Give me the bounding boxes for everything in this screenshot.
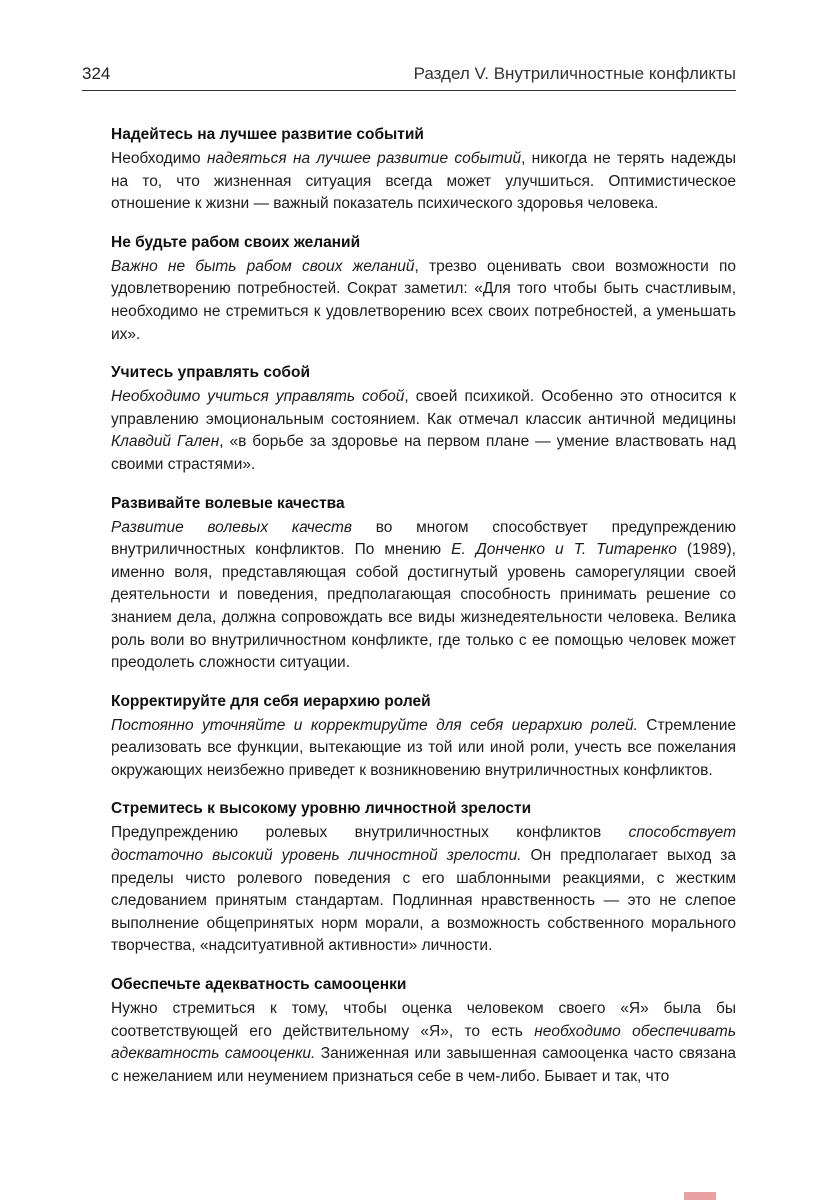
italic-run: Клавдий Гален	[111, 433, 220, 451]
text-run: Стремление реализовать все функции, вытекающие из той или иной роли, учесть все пожелания окружающих неизбежно приведет к возникновению внутриличностных конфликтов.	[111, 716, 736, 779]
italic-run: Постоянно уточняйте и корректируйте для себя иерархию ролей.	[111, 716, 638, 734]
running-head: Раздел V. Внутриличностные конфликты	[413, 64, 736, 83]
text-run: , своей психикой. Особенно это относится к управлению эмоциональным состоянием. Как отмечал классик античной медицины	[111, 388, 736, 428]
section-title: Корректируйте для себя иерархию ролей	[111, 692, 431, 710]
section-body	[111, 517, 736, 675]
italic-run: Необходимо учиться управлять собой	[111, 388, 405, 406]
section-willpower	[111, 493, 736, 675]
section-self-esteem	[111, 974, 736, 1088]
italic-run: способствует достаточно высокий уровень личностной зрелости.	[111, 824, 736, 865]
section-title: Не будьте рабом своих желаний	[111, 233, 361, 251]
section-title: Развивайте волевые качества	[111, 494, 345, 512]
page-header	[82, 64, 736, 91]
section-title: Учитесь управлять собой	[111, 364, 311, 382]
text-run: , трезво оценивать свои возможности по удовлетворению потребностей. Сократ заметил: «Для того чтобы быть счастливым, необходимо не стремиться к удовлетворению всех своих потребностей, а уменьшать их».	[111, 257, 736, 343]
text-run: Предупреждению ролевых внутриличностных конфликтов	[111, 824, 629, 842]
text-run: во многом способствует предупреждению внутриличностных конфликтов. По мнению	[111, 518, 737, 559]
section-maturity	[111, 798, 736, 958]
corner-mark	[684, 1192, 716, 1200]
section-body	[111, 148, 736, 216]
section-self-control	[111, 362, 736, 476]
section-hope	[111, 124, 736, 216]
section-body	[111, 998, 736, 1088]
text-run: (1989), именно воля, представляющая собой достигнутый уровень саморегуляции своей деятельности и поведения, предполагающая способность принимать решение со знанием дела, должна сопровождать все виды жизнедеятельности человека. Велика роль воли во внутриличностном конфликте, где только с ее помощью человек может преодолеть сложности ситуации.	[111, 541, 736, 672]
text-run: Заниженная или завышенная самооценка часто связана с нежеланием или неумением признаться себе в чем-либо. Бывает и так, что	[111, 1045, 736, 1085]
italic-run: Е. Донченко и Т. Титаренко	[451, 541, 677, 559]
italic-run: Развитие волевых качеств	[111, 518, 352, 536]
text-run: Необходимо	[111, 150, 207, 167]
text-run: Нужно стремиться к тому, чтобы оценка человеком своего «Я» была бы соответствующей его действительному «Я», то есть	[111, 1000, 736, 1040]
section-body	[111, 715, 736, 783]
italic-run: необходимо обеспечивать адекватность самооценки.	[111, 1022, 736, 1063]
section-desires	[111, 232, 736, 346]
section-title: Обеспечьте адекватность самооценки	[111, 976, 407, 994]
page-number: 324	[82, 64, 111, 83]
text-run: , никогда не терять надежды на то, что жизненная ситуация всегда может улучшиться. Оптимистическое отношение к жизни — важный показатель психического здоровья человека.	[111, 150, 736, 213]
section-body	[111, 822, 736, 958]
section-title: Стремитесь к высокому уровню личностной зрелости	[111, 800, 532, 818]
italic-run: надеяться на лучшее развитие событий	[206, 150, 522, 167]
section-title: Надейтесь на лучшее развитие событий	[111, 126, 424, 143]
section-body	[111, 386, 736, 476]
italic-run: Важно не быть рабом своих желаний	[111, 257, 415, 275]
text-run: Он предполагает выход за пределы чисто ролевого поведения с его шаблонными реакциями, с жестким следованием принятым стандартам. Подлинная нравственность — это не слепое выполнение общепринятых норм морали, а возможность собственного морального творчества, «надситуативной активности» личности.	[111, 847, 736, 955]
section-body	[111, 256, 736, 346]
text-run: , «в борьбе за здоровье на первом плане — умение властвовать над своими страстями».	[111, 433, 736, 473]
page-content	[111, 124, 736, 1104]
section-roles	[111, 691, 736, 783]
